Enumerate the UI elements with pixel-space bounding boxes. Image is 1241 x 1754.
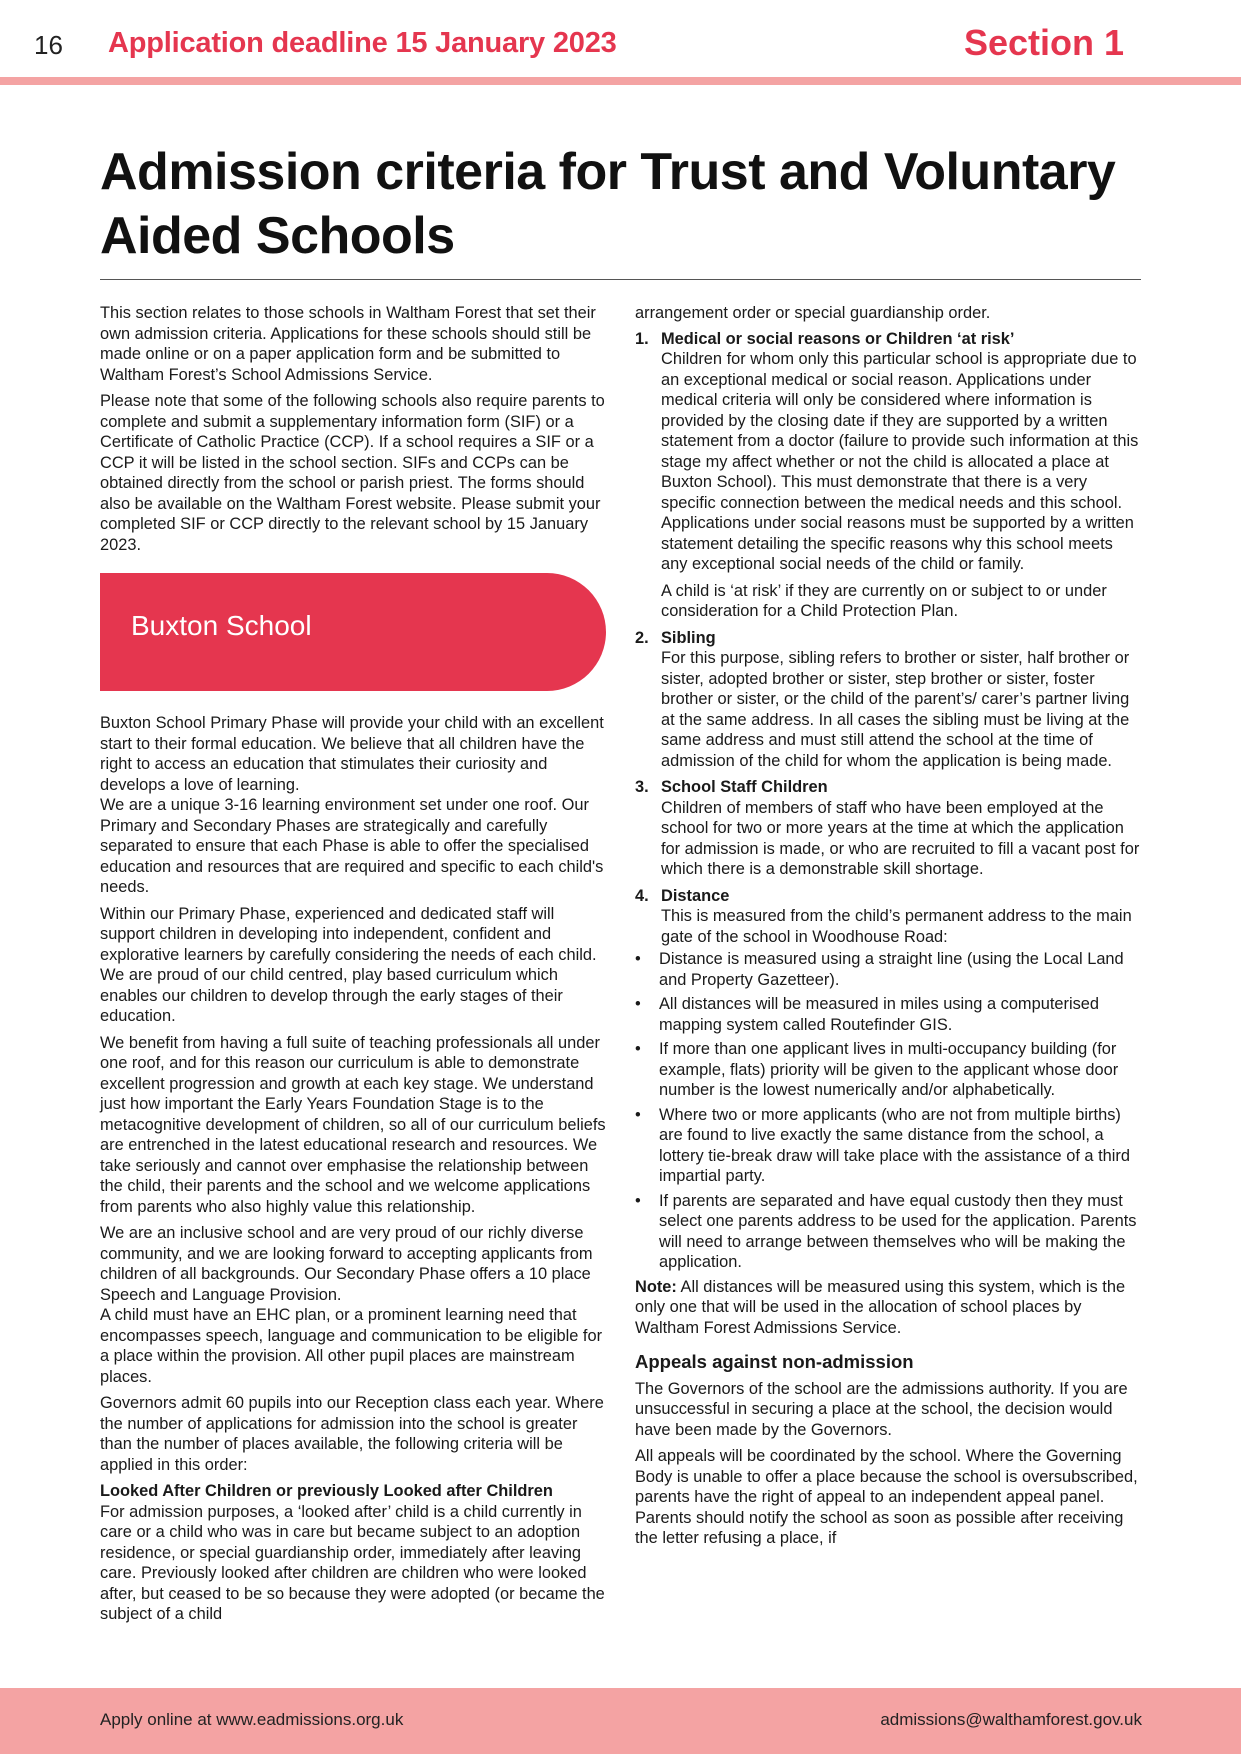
criterion-title: Medical or social reasons or Children ‘at risk’ <box>661 329 1015 348</box>
school-paragraph: Buxton School Primary Phase will provide your child with an excellent start to their formal education. We believe that all children have the right to access an education that stimulates their curiosity and develops a love of learning. <box>100 714 604 794</box>
page-title: Admission criteria for Trust and Voluntary Aided Schools <box>100 143 1116 265</box>
school-banner <box>100 573 606 691</box>
note-label: Note: <box>635 1277 677 1296</box>
list-item: • If parents are separated and have equal custody then they must select one parents address to be used for the application. Parents will need to arrange between themselves who will be making the application. <box>635 1191 1142 1273</box>
criterion-title: Distance <box>661 886 730 905</box>
appeals-heading: Appeals against non-admission <box>635 1351 914 1372</box>
apply-online-link[interactable]: Apply online at www.eadmissions.org.uk <box>100 1710 404 1729</box>
school-paragraph: We are a unique 3-16 learning environment set under one roof. Our Primary and Secondary Phases are strategically and carefully separated to ensure that each Phase is able to offer the specialised education and resources that are required and specific to each child's needs. <box>100 796 604 896</box>
criterion-text: A child is ‘at risk’ if they are currently on or subject to or under consideration for a Child Protection Plan. <box>661 581 1107 620</box>
intro-paragraph: Please note that some of the following schools also require parents to complete and submit a supplementary information form (SIF) or a Certificate of Catholic Practice (CCP). If a school requires a SIF or a CCP it will be listed in the school section. SIFs and CCPs can be obtained directly from the school or parish priest. The forms should also be available on the Waltham Forest website. Please submit your completed SIF or CCP directly to the relevant school by 15 January 2023. <box>100 392 605 554</box>
header-rule <box>0 77 1241 85</box>
lac-text: For admission purposes, a ‘looked after’ child is a child currently in care or a child who was in care but became subject to an adoption residence, or special guardianship order, immediately after leaving care. Previously looked after children are children who were looked after, but ceased to be so because they were adopted (or became the subject of a child <box>100 1502 605 1623</box>
criterion-number: 2. <box>635 628 649 647</box>
criterion-number: 1. <box>635 329 649 348</box>
distance-bullet-list <box>635 949 1142 1273</box>
list-item: • All distances will be measured in miles using a computerised mapping system called Routefinder GIS. <box>635 994 1142 1035</box>
criterion-title: School Staff Children <box>661 778 828 796</box>
criterion-text: Children for whom only this particular school is appropriate due to an exceptional medical or social reason. Applications under medical criteria will only be considered where information is provided by the closing date if they are supported by a written statement from a doctor (failure to provide such information at this stage my affect whether or not the child is allocated a place at Buxton School). This must demonstrate that there is a very specific connection between the medical needs and this school. Applications under social reasons must be supported by a written statement detailing the specific reasons why this school meets any exceptional social needs of the child or family. <box>661 350 1139 573</box>
school-paragraph: A child must have an EHC plan, or a prominent learning need that encompasses speech, language and communication to be eligible for a place within the provision. All other pupil places are mainstream places. <box>100 1306 603 1386</box>
criterion-staff-children <box>635 777 1142 880</box>
school-paragraph: We benefit from having a full suite of teaching professionals all under one roof, and for this reason our curriculum is able to demonstrate excellent progression and growth at each key stage. We understand just how important the Early Years Foundation Stage is to the metacognitive development of children, so all of our curriculum beliefs are entrenched in the latest educational research and resources. We take seriously and cannot over emphasise the relationship between the child, their parents and the school and we welcome applications from parents who also highly value this relationship. <box>100 1033 606 1216</box>
criterion-sibling <box>635 628 1142 772</box>
note-text: All distances will be measured using this system, which is the only one that will be used in the allocation of school places by Waltham Forest Admissions Service. <box>635 1277 1126 1337</box>
left-column <box>100 303 610 1631</box>
school-name: Buxton School <box>131 610 312 641</box>
intro-paragraph: This section relates to those schools in Waltham Forest that set their own admission criteria. Applications for these schools should still be made online or on a paper application form and be submitted to Waltham Forest’s School Admissions Service. <box>100 304 596 384</box>
list-item: • Where two or more applicants (who are not from multiple births) are found to live exactly the same distance from the school, a lottery tie-break draw will take place with the assistance of a third impartial party. <box>635 1105 1142 1187</box>
admissions-email-link[interactable]: admissions@walthamforest.gov.uk <box>880 1710 1142 1729</box>
section-label: Section 1 <box>963 22 1124 63</box>
criterion-medical <box>635 329 1142 622</box>
appeals-paragraph: The Governors of the school are the admissions authority. If you are unsuccessful in securing a place at the school, the decision would have been made by the Governors. <box>635 1379 1128 1439</box>
list-item: • If more than one applicant lives in multi-occupancy building (for example, flats) priority will be given to the applicant whose door number is the lowest numerically and/or alphabetically. <box>635 1039 1142 1101</box>
appeals-paragraph: All appeals will be coordinated by the school. Where the Governing Body is unable to offer a place because the school is oversubscribed, parents have the right of appeal to an independent appeal panel. Parents should notify the school as soon as possible after receiving the letter refusing a place, if <box>635 1447 1138 1547</box>
title-divider <box>100 279 1141 280</box>
lac-continued: arrangement order or special guardianship order. <box>635 304 991 322</box>
school-paragraph: We are an inclusive school and are very proud of our richly diverse community, and we are looking forward to accepting applicants from children of all backgrounds. Our Secondary Phase offers a 10 place Speech and Language Provision. <box>100 1224 593 1304</box>
criterion-text: For this purpose, sibling refers to brother or sister, half brother or sister, adopted brother or sister, step brother or sister, foster brother or sister, or the child of the parent’s/ carer’s partner living at the same address. In all cases the sibling must be living at the same address and must still attend the school at the time of admission of the child for whom the application is being made. <box>661 649 1130 770</box>
right-column <box>635 303 1142 1555</box>
school-paragraph: Governors admit 60 pupils into our Reception class each year. Where the number of applications for admission into the school is greater than the number of places available, the following criteria will be applied in this order: <box>100 1394 604 1474</box>
lac-heading: Looked After Children or previously Looked after Children <box>100 1482 553 1500</box>
criterion-text: Children of members of staff who have been employed at the school for two or more years at the time at which the application for admission is made, or who are recruited to fill a vacant post for which there is a demonstrable skill shortage. <box>661 798 1140 878</box>
school-paragraph: Within our Primary Phase, experienced and dedicated staff will support children in developing into independent, confident and explorative learners by carefully considering the needs of each child. We are proud of our child centred, play based curriculum which enables our children to develop through the early stages of their education. <box>100 904 597 1025</box>
criterion-distance <box>635 886 1142 948</box>
application-deadline: Application deadline 15 January 2023 <box>108 27 617 59</box>
criterion-title: Sibling <box>661 628 716 647</box>
distance-note <box>635 1277 1142 1339</box>
criterion-text: This is measured from the child’s permanent address to the main gate of the school in Woodhouse Road: <box>661 907 1132 946</box>
criterion-number: 4. <box>635 886 649 905</box>
criterion-number: 3. <box>635 778 649 796</box>
page-number: 16 <box>34 30 63 60</box>
page-footer <box>0 1688 1241 1754</box>
list-item: • Distance is measured using a straight line (using the Local Land and Property Gazetteer). <box>635 949 1142 990</box>
